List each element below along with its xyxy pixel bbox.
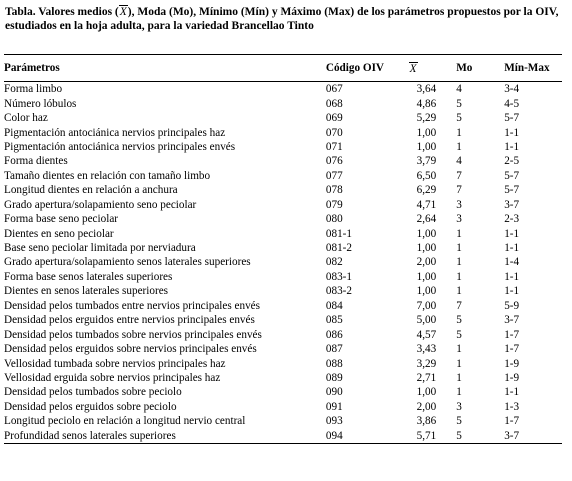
table-row: [4, 183, 562, 197]
table-row: [4, 241, 562, 255]
cell-parameter: Densidad pelos tumbados sobre nervios principales envés: [4, 328, 262, 341]
cell-min-max: 1-1: [504, 126, 520, 139]
cell-oiv-code: 078: [325, 184, 343, 197]
cell-mode: 5: [456, 97, 462, 110]
cell-min-max: 1-4: [504, 256, 520, 269]
cell-oiv-code: 089: [325, 371, 343, 384]
cell-mean: 1,00: [416, 126, 437, 139]
cell-mode: 5: [456, 415, 462, 428]
cell-min-max: 2-3: [504, 213, 520, 226]
cell-oiv-code: 067: [325, 83, 343, 96]
cell-min-max: 3-4: [504, 83, 520, 96]
cell-min-max: 5-7: [504, 184, 520, 197]
table-row: [4, 313, 562, 327]
cell-parameter: Grado apertura/solapamiento senos laterales superiores: [4, 256, 251, 269]
cell-mean: 1,00: [416, 285, 437, 298]
cell-oiv-code: 082: [325, 256, 343, 269]
cell-mode: 1: [456, 242, 462, 255]
cell-mean: 3,29: [416, 357, 437, 370]
cell-min-max: 3-7: [504, 198, 520, 211]
table-row: [4, 356, 562, 370]
cell-oiv-code: 086: [325, 328, 343, 341]
cell-mean: 4,57: [416, 328, 437, 341]
cell-min-max: 5-9: [504, 299, 520, 312]
table-row: [4, 429, 562, 444]
cell-mode: 1: [456, 140, 462, 153]
cell-mean: 5,00: [416, 314, 437, 327]
cell-mode: 3: [456, 400, 462, 413]
cell-oiv-code: 087: [325, 343, 343, 356]
cell-oiv-code: 076: [325, 155, 343, 168]
header-row: [4, 55, 562, 82]
cell-mode: 4: [456, 155, 462, 168]
caption-xbar-symbol: X: [119, 6, 127, 18]
table-row: [4, 96, 562, 110]
cell-oiv-code: 084: [325, 299, 343, 312]
cell-parameter: Densidad pelos erguidos entre nervios principales envés: [4, 314, 255, 327]
cell-parameter: Número lóbulos: [4, 97, 77, 110]
cell-oiv-code: 088: [325, 357, 343, 370]
cell-mode: 1: [456, 126, 462, 139]
cell-mode: 7: [456, 184, 462, 197]
cell-min-max: 1-1: [504, 227, 520, 240]
cell-min-max: 1-1: [504, 386, 520, 399]
cell-parameter: Longitud dientes en relación a anchura: [4, 184, 178, 197]
cell-parameter: Densidad pelos erguidos sobre nervios principales envés: [4, 343, 257, 356]
cell-parameter: Profundidad senos laterales superiores: [4, 429, 326, 444]
table-body: [4, 82, 562, 444]
cell-parameter: Pigmentación antociánica nervios principales envés: [4, 140, 236, 153]
cell-min-max: 1-1: [504, 285, 520, 298]
table-row: [4, 284, 562, 298]
cell-parameter: Forma limbo: [4, 83, 63, 96]
cell-oiv-code: 080: [325, 213, 343, 226]
cell-mode: 1: [456, 256, 462, 269]
cell-min-max: 1-1: [504, 270, 520, 283]
cell-oiv-code: 090: [325, 386, 343, 399]
cell-mean: 5,29: [416, 112, 437, 125]
cell-mean: 4,86: [416, 97, 437, 110]
table-row: [4, 212, 562, 226]
table-row: [4, 111, 562, 125]
cell-oiv-code: 070: [325, 126, 343, 139]
cell-oiv-code: 081-2: [325, 242, 352, 255]
cell-min-max: 3-7: [504, 429, 562, 444]
cell-mean: 6,29: [416, 184, 437, 197]
cell-min-max: 1-7: [504, 328, 520, 341]
cell-mean: 1,00: [416, 140, 437, 153]
table-row: [4, 342, 562, 356]
cell-mode: 3: [456, 213, 462, 226]
table-row: [4, 400, 562, 414]
table-row: [4, 327, 562, 341]
cell-min-max: 1-9: [504, 371, 520, 384]
header-mean-symbol: X: [409, 62, 417, 75]
header-min-max: Mín-Max: [504, 55, 562, 82]
cell-oiv-code: 081-1: [325, 227, 352, 240]
table-caption: [5, 5, 565, 33]
cell-mode: 1: [456, 343, 462, 356]
cell-min-max: 1-7: [504, 343, 520, 356]
header-parametros: Parámetros: [4, 55, 326, 82]
cell-mean: 5,71: [390, 429, 436, 444]
cell-parameter: Dientes en senos laterales superiores: [4, 285, 169, 298]
cell-parameter: Color haz: [4, 112, 48, 125]
table-row: [4, 125, 562, 139]
cell-mean: 3,79: [416, 155, 437, 168]
cell-mode: 4: [456, 83, 462, 96]
cell-parameter: Densidad pelos tumbados entre nervios principales envés: [4, 299, 261, 312]
cell-mode: 5: [456, 314, 462, 327]
cell-min-max: 2-5: [504, 155, 520, 168]
cell-parameter: Forma base senos laterales superiores: [4, 270, 173, 283]
cell-parameter: Forma base seno peciolar: [4, 213, 119, 226]
cell-min-max: 1-1: [504, 140, 520, 153]
cell-min-max: 3-7: [504, 314, 520, 327]
table-row: [4, 82, 562, 97]
cell-mean: 2,00: [416, 400, 437, 413]
cell-parameter: Densidad pelos tumbados sobre peciolo: [4, 386, 182, 399]
cell-parameter: Tamaño dientes en relación con tamaño limbo: [4, 169, 211, 182]
cell-mode: 5: [456, 328, 462, 341]
table-row: [4, 198, 562, 212]
cell-oiv-code: 069: [325, 112, 343, 125]
cell-oiv-code: 077: [325, 169, 343, 182]
header-mode: Mo: [436, 55, 504, 82]
cell-mean: 1,00: [416, 386, 437, 399]
cell-mean: 4,71: [416, 198, 437, 211]
cell-oiv-code: 093: [325, 415, 343, 428]
cell-min-max: 4-5: [504, 97, 520, 110]
table-row: [4, 255, 562, 269]
cell-oiv-code: 083-1: [325, 270, 352, 283]
cell-parameter: Dientes en seno peciolar: [4, 227, 114, 240]
cell-mode: 1: [456, 227, 462, 240]
caption-rest: ), Moda (Mo), Mínimo (Mín) y Máximo (Max) de los parámetros propuestos por la OIV, estudiados en la hoja adulta, para la variedad Brancellao Tinto: [5, 6, 559, 32]
cell-min-max: 1-7: [504, 415, 520, 428]
cell-mode: 7: [456, 169, 462, 182]
cell-parameter: Pigmentación antociánica nervios principales haz: [4, 126, 226, 139]
table-row: [4, 385, 562, 399]
header-codigo-oiv: Código OIV: [326, 55, 390, 82]
cell-mode: 1: [456, 357, 462, 370]
cell-parameter: Densidad pelos erguidos sobre peciolo: [4, 400, 177, 413]
cell-mean: 1,00: [416, 227, 437, 240]
cell-mean: 3,64: [416, 83, 437, 96]
cell-mode: 5: [456, 112, 462, 125]
cell-mode: 1: [456, 270, 462, 283]
table-row: [4, 371, 562, 385]
cell-min-max: 5-7: [504, 169, 520, 182]
cell-oiv-code: 079: [325, 198, 343, 211]
cell-mean: 7,00: [416, 299, 437, 312]
cell-min-max: 1-3: [504, 400, 520, 413]
cell-oiv-code: 094: [326, 429, 390, 444]
cell-mean: 2,64: [416, 213, 437, 226]
cell-min-max: 1-9: [504, 357, 520, 370]
cell-parameter: Vellosidad erguida sobre nervios principales haz: [4, 371, 221, 384]
cell-mean: 2,00: [416, 256, 437, 269]
cell-oiv-code: 091: [325, 400, 343, 413]
cell-oiv-code: 071: [325, 140, 343, 153]
cell-mode: 1: [456, 285, 462, 298]
cell-min-max: 1-1: [504, 242, 520, 255]
cell-mean: 3,86: [416, 415, 437, 428]
cell-mean: 1,00: [416, 242, 437, 255]
header-mean: [390, 55, 436, 82]
cell-mode: 7: [456, 299, 462, 312]
table-row: [4, 270, 562, 284]
cell-oiv-code: 083-2: [325, 285, 352, 298]
cell-mode: 1: [456, 386, 462, 399]
cell-parameter: Grado apertura/solapamiento seno peciolar: [4, 198, 197, 211]
table-row: [4, 154, 562, 168]
table-row: [4, 140, 562, 154]
cell-mean: 6,50: [416, 169, 437, 182]
cell-oiv-code: 068: [325, 97, 343, 110]
cell-mean: 3,43: [416, 343, 437, 356]
cell-mode: 5: [436, 429, 504, 444]
cell-mode: 3: [456, 198, 462, 211]
cell-mode: 1: [456, 371, 462, 384]
cell-mean: 1,00: [416, 270, 437, 283]
cell-parameter: Base seno peciolar limitada por nerviadura: [4, 242, 196, 255]
caption-lead: Tabla. Valores medios (: [5, 6, 119, 18]
cell-mean: 2,71: [416, 371, 437, 384]
cell-parameter: Vellosidad tumbada sobre nervios principales haz: [4, 357, 226, 370]
cell-min-max: 5-7: [504, 112, 520, 125]
cell-oiv-code: 085: [325, 314, 343, 327]
cell-parameter: Longitud peciolo en relación a longitud nervio central: [4, 415, 246, 428]
table-row: [4, 414, 562, 428]
table-row: [4, 226, 562, 240]
cell-parameter: Forma dientes: [4, 155, 68, 168]
table-row: [4, 169, 562, 183]
parameters-table: [4, 54, 562, 444]
table-row: [4, 299, 562, 313]
